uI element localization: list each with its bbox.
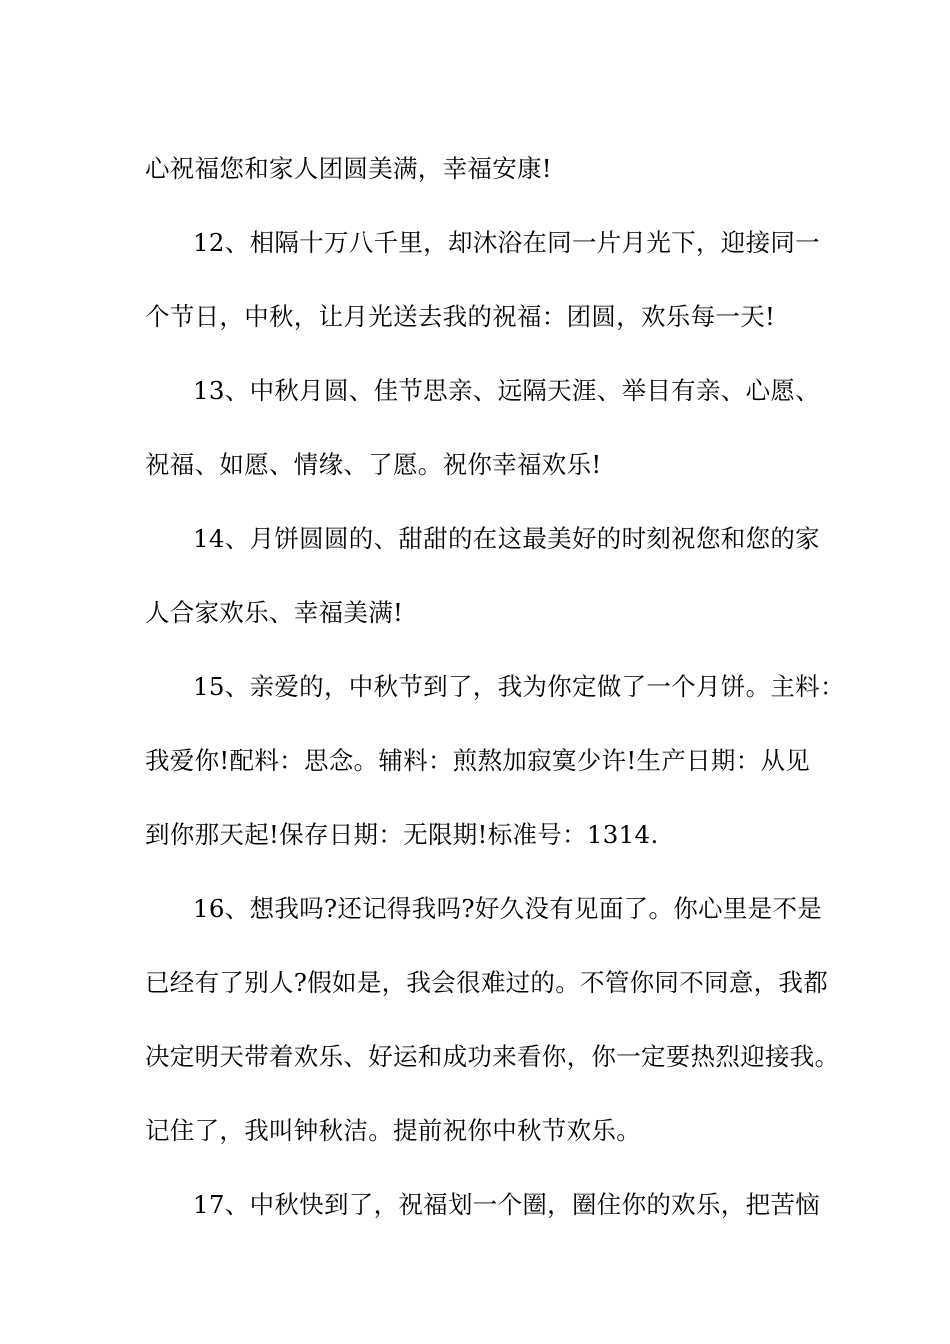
text-line: 15、亲爱的，中秋节到了，我为你定做了一个月饼。主料：: [193, 672, 845, 701]
text-line: 心祝福您和家人团圆美满，幸福安康!: [145, 154, 552, 183]
text-line: 16、想我吗?还记得我吗?好久没有见面了。你心里是不是: [193, 894, 823, 923]
text-line: 祝福、如愿、情缘、了愿。祝你幸福欢乐!: [145, 450, 602, 479]
text-line: 人合家欢乐、幸福美满!: [145, 598, 404, 627]
text-line: 12、相隔十万八千里，却沐浴在同一片月光下，迎接同一: [193, 228, 820, 257]
text-line: 到你那天起!保存日期：无限期!标准号：1314.: [145, 820, 659, 849]
text-line: 17、中秋快到了，祝福划一个圈，圈住你的欢乐，把苦恼: [193, 1190, 820, 1219]
text-line: 14、月饼圆圆的、甜甜的在这最美好的时刻祝您和您的家: [193, 524, 820, 553]
text-line: 决定明天带着欢乐、好运和成功来看你，你一定要热烈迎接我。: [145, 1042, 840, 1071]
text-line: 13、中秋月圆、佳节思亲、远隔天涯、举目有亲、心愿、: [193, 376, 820, 405]
text-line: 已经有了别人?假如是，我会很难过的。不管你同不同意，我都: [145, 968, 829, 997]
text-line: 个节日，中秋，让月光送去我的祝福：团圆，欢乐每一天!: [145, 302, 776, 331]
document-body: [145, 132, 845, 1242]
text-line: 我爱你!配料：思念。辅料：煎熬加寂寞少许!生产日期：从见: [145, 746, 811, 775]
text-line: 记住了，我叫钟秋洁。提前祝你中秋节欢乐。: [145, 1116, 641, 1145]
